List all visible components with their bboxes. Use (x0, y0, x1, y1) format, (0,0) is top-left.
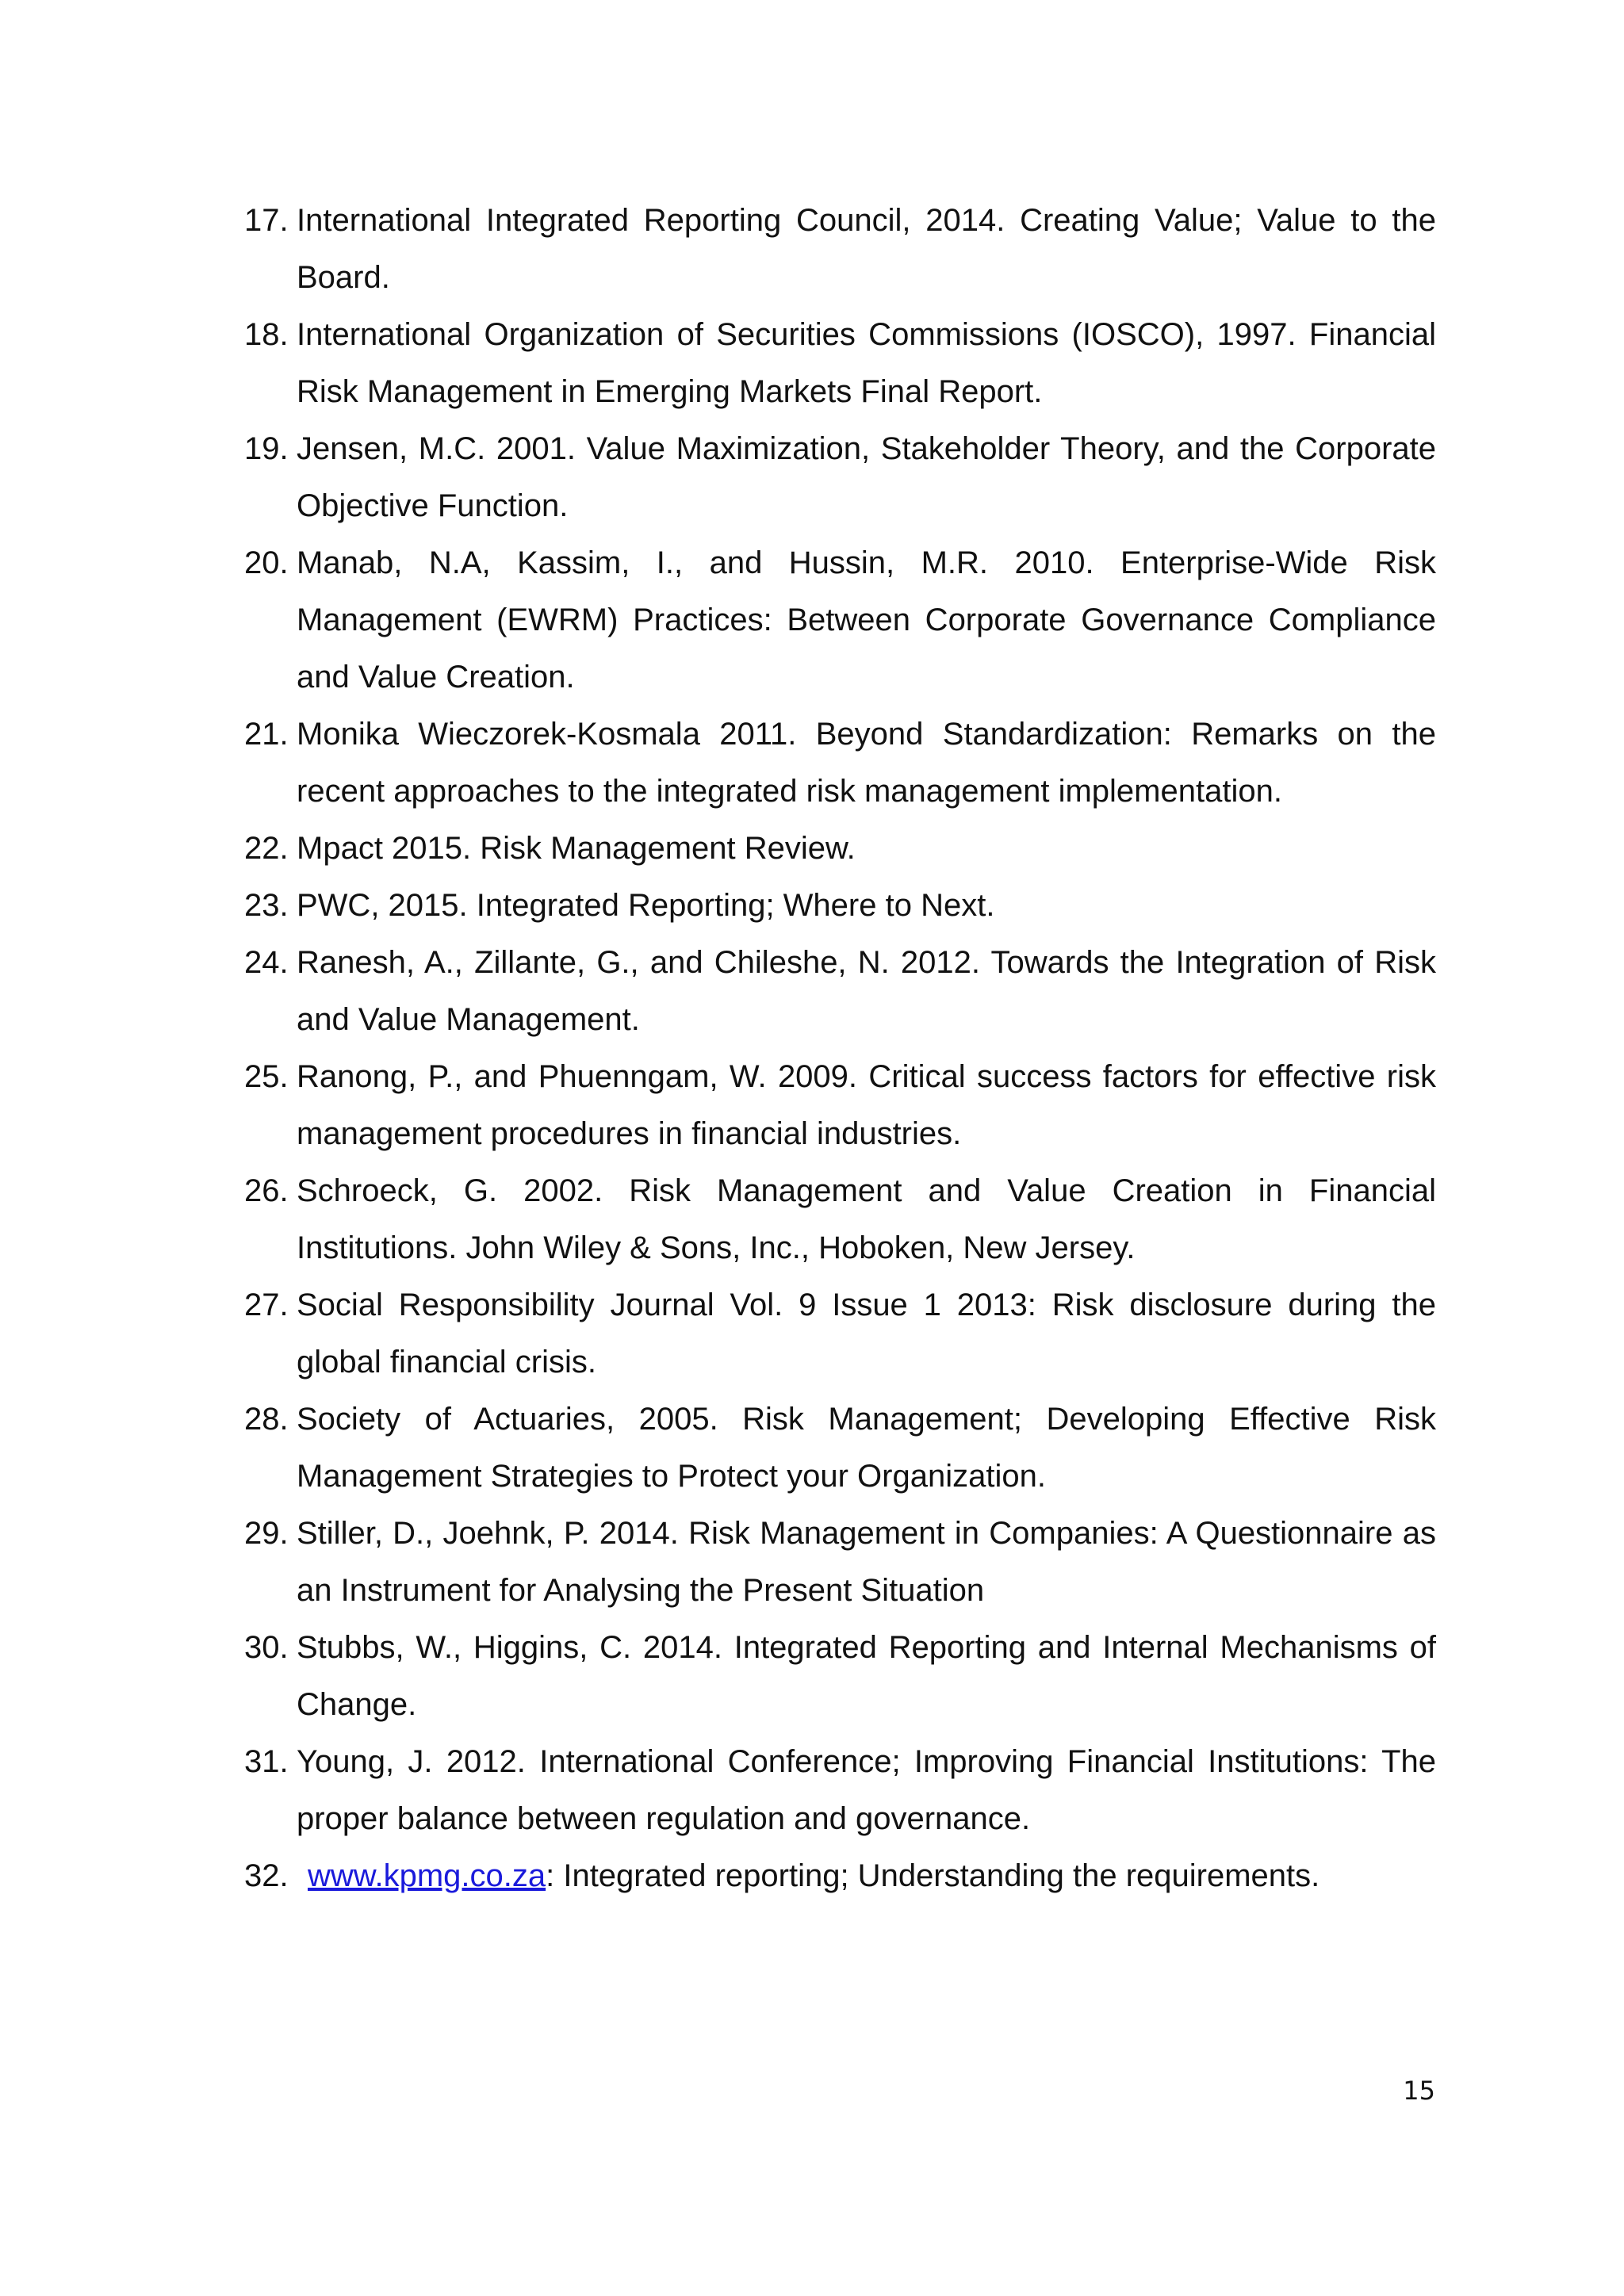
reference-text: Ranong, P., and Phuenngam, W. 2009. Critical success factors for effective risk management procedures in financial industries. (297, 1059, 1436, 1151)
reference-item (244, 420, 1436, 534)
reference-text: Jensen, M.C. 2001. Value Maximization, Stakeholder Theory, and the Corporate Objective Function. (297, 431, 1436, 523)
reference-number: 19. (244, 431, 289, 466)
reference-text: Manab, N.A, Kassim, I., and Hussin, M.R. 2010. Enterprise-Wide Risk Management (EWRM) Practices: Between Corporate Governance Compliance and Value Creation. (297, 545, 1436, 695)
reference-number: 25. (244, 1059, 289, 1094)
reference-text: Mpact 2015. Risk Management Review. (297, 831, 856, 866)
reference-number: 26. (244, 1173, 289, 1208)
reference-item (244, 820, 1436, 877)
reference-item (244, 706, 1436, 820)
reference-text: International Organization of Securities Commissions (IOSCO), 1997. Financial Risk Management in Emerging Markets Final Report. (297, 317, 1436, 409)
reference-number: 20. (244, 545, 289, 580)
reference-text (297, 1847, 1436, 1904)
reference-item (244, 1162, 1436, 1276)
reference-number: 27. (244, 1288, 289, 1322)
reference-number: 30. (244, 1630, 289, 1665)
reference-item (244, 934, 1436, 1048)
reference-number: 21. (244, 717, 289, 752)
kpmg-link[interactable]: www.kpmg.co.za (308, 1858, 546, 1893)
reference-number: 17. (244, 203, 289, 238)
reference-item (244, 192, 1436, 306)
reference-item (244, 1847, 1436, 1904)
reference-number: 31. (244, 1744, 289, 1779)
reference-text: Young, J. 2012. International Conference; Improving Financial Institutions: The proper balance between regulation and governance. (297, 1744, 1436, 1836)
reference-number: 29. (244, 1516, 289, 1551)
reference-list (244, 192, 1436, 1904)
reference-text-tail: : Integrated reporting; Understanding the requirements. (546, 1858, 1320, 1893)
reference-text: PWC, 2015. Integrated Reporting; Where to Next. (297, 888, 995, 923)
reference-item (244, 1048, 1436, 1162)
reference-number: 32. (244, 1858, 289, 1893)
reference-text: Social Responsibility Journal Vol. 9 Issue 1 2013: Risk disclosure during the global financial crisis. (297, 1288, 1436, 1380)
reference-item (244, 1276, 1436, 1391)
reference-item (244, 306, 1436, 420)
reference-number: 28. (244, 1402, 289, 1437)
reference-text: Schroeck, G. 2002. Risk Management and Value Creation in Financial Institutions. John Wiley & Sons, Inc., Hoboken, New Jersey. (297, 1173, 1436, 1265)
reference-item (244, 877, 1436, 934)
reference-number: 22. (244, 831, 289, 866)
reference-item (244, 1619, 1436, 1733)
reference-text: Stubbs, W., Higgins, C. 2014. Integrated Reporting and Internal Mechanisms of Change. (297, 1630, 1436, 1722)
reference-text: Ranesh, A., Zillante, G., and Chileshe, N. 2012. Towards the Integration of Risk and Value Management. (297, 945, 1436, 1037)
reference-item (244, 1733, 1436, 1847)
reference-number: 24. (244, 945, 289, 980)
reference-number: 18. (244, 317, 289, 352)
reference-text: Society of Actuaries, 2005. Risk Management; Developing Effective Risk Management Strategies to Protect your Organization. (297, 1402, 1436, 1494)
reference-item (244, 534, 1436, 706)
page-number: 15 (1403, 2076, 1435, 2106)
reference-item (244, 1391, 1436, 1505)
reference-item (244, 1505, 1436, 1619)
reference-text: Monika Wieczorek-Kosmala 2011. Beyond Standardization: Remarks on the recent approaches to the integrated risk management implementation. (297, 717, 1436, 809)
reference-text: Stiller, D., Joehnk, P. 2014. Risk Management in Companies: A Questionnaire as an Instrument for Analysing the Present Situation (297, 1516, 1436, 1608)
reference-number: 23. (244, 888, 289, 923)
reference-text: International Integrated Reporting Council, 2014. Creating Value; Value to the Board. (297, 203, 1436, 295)
